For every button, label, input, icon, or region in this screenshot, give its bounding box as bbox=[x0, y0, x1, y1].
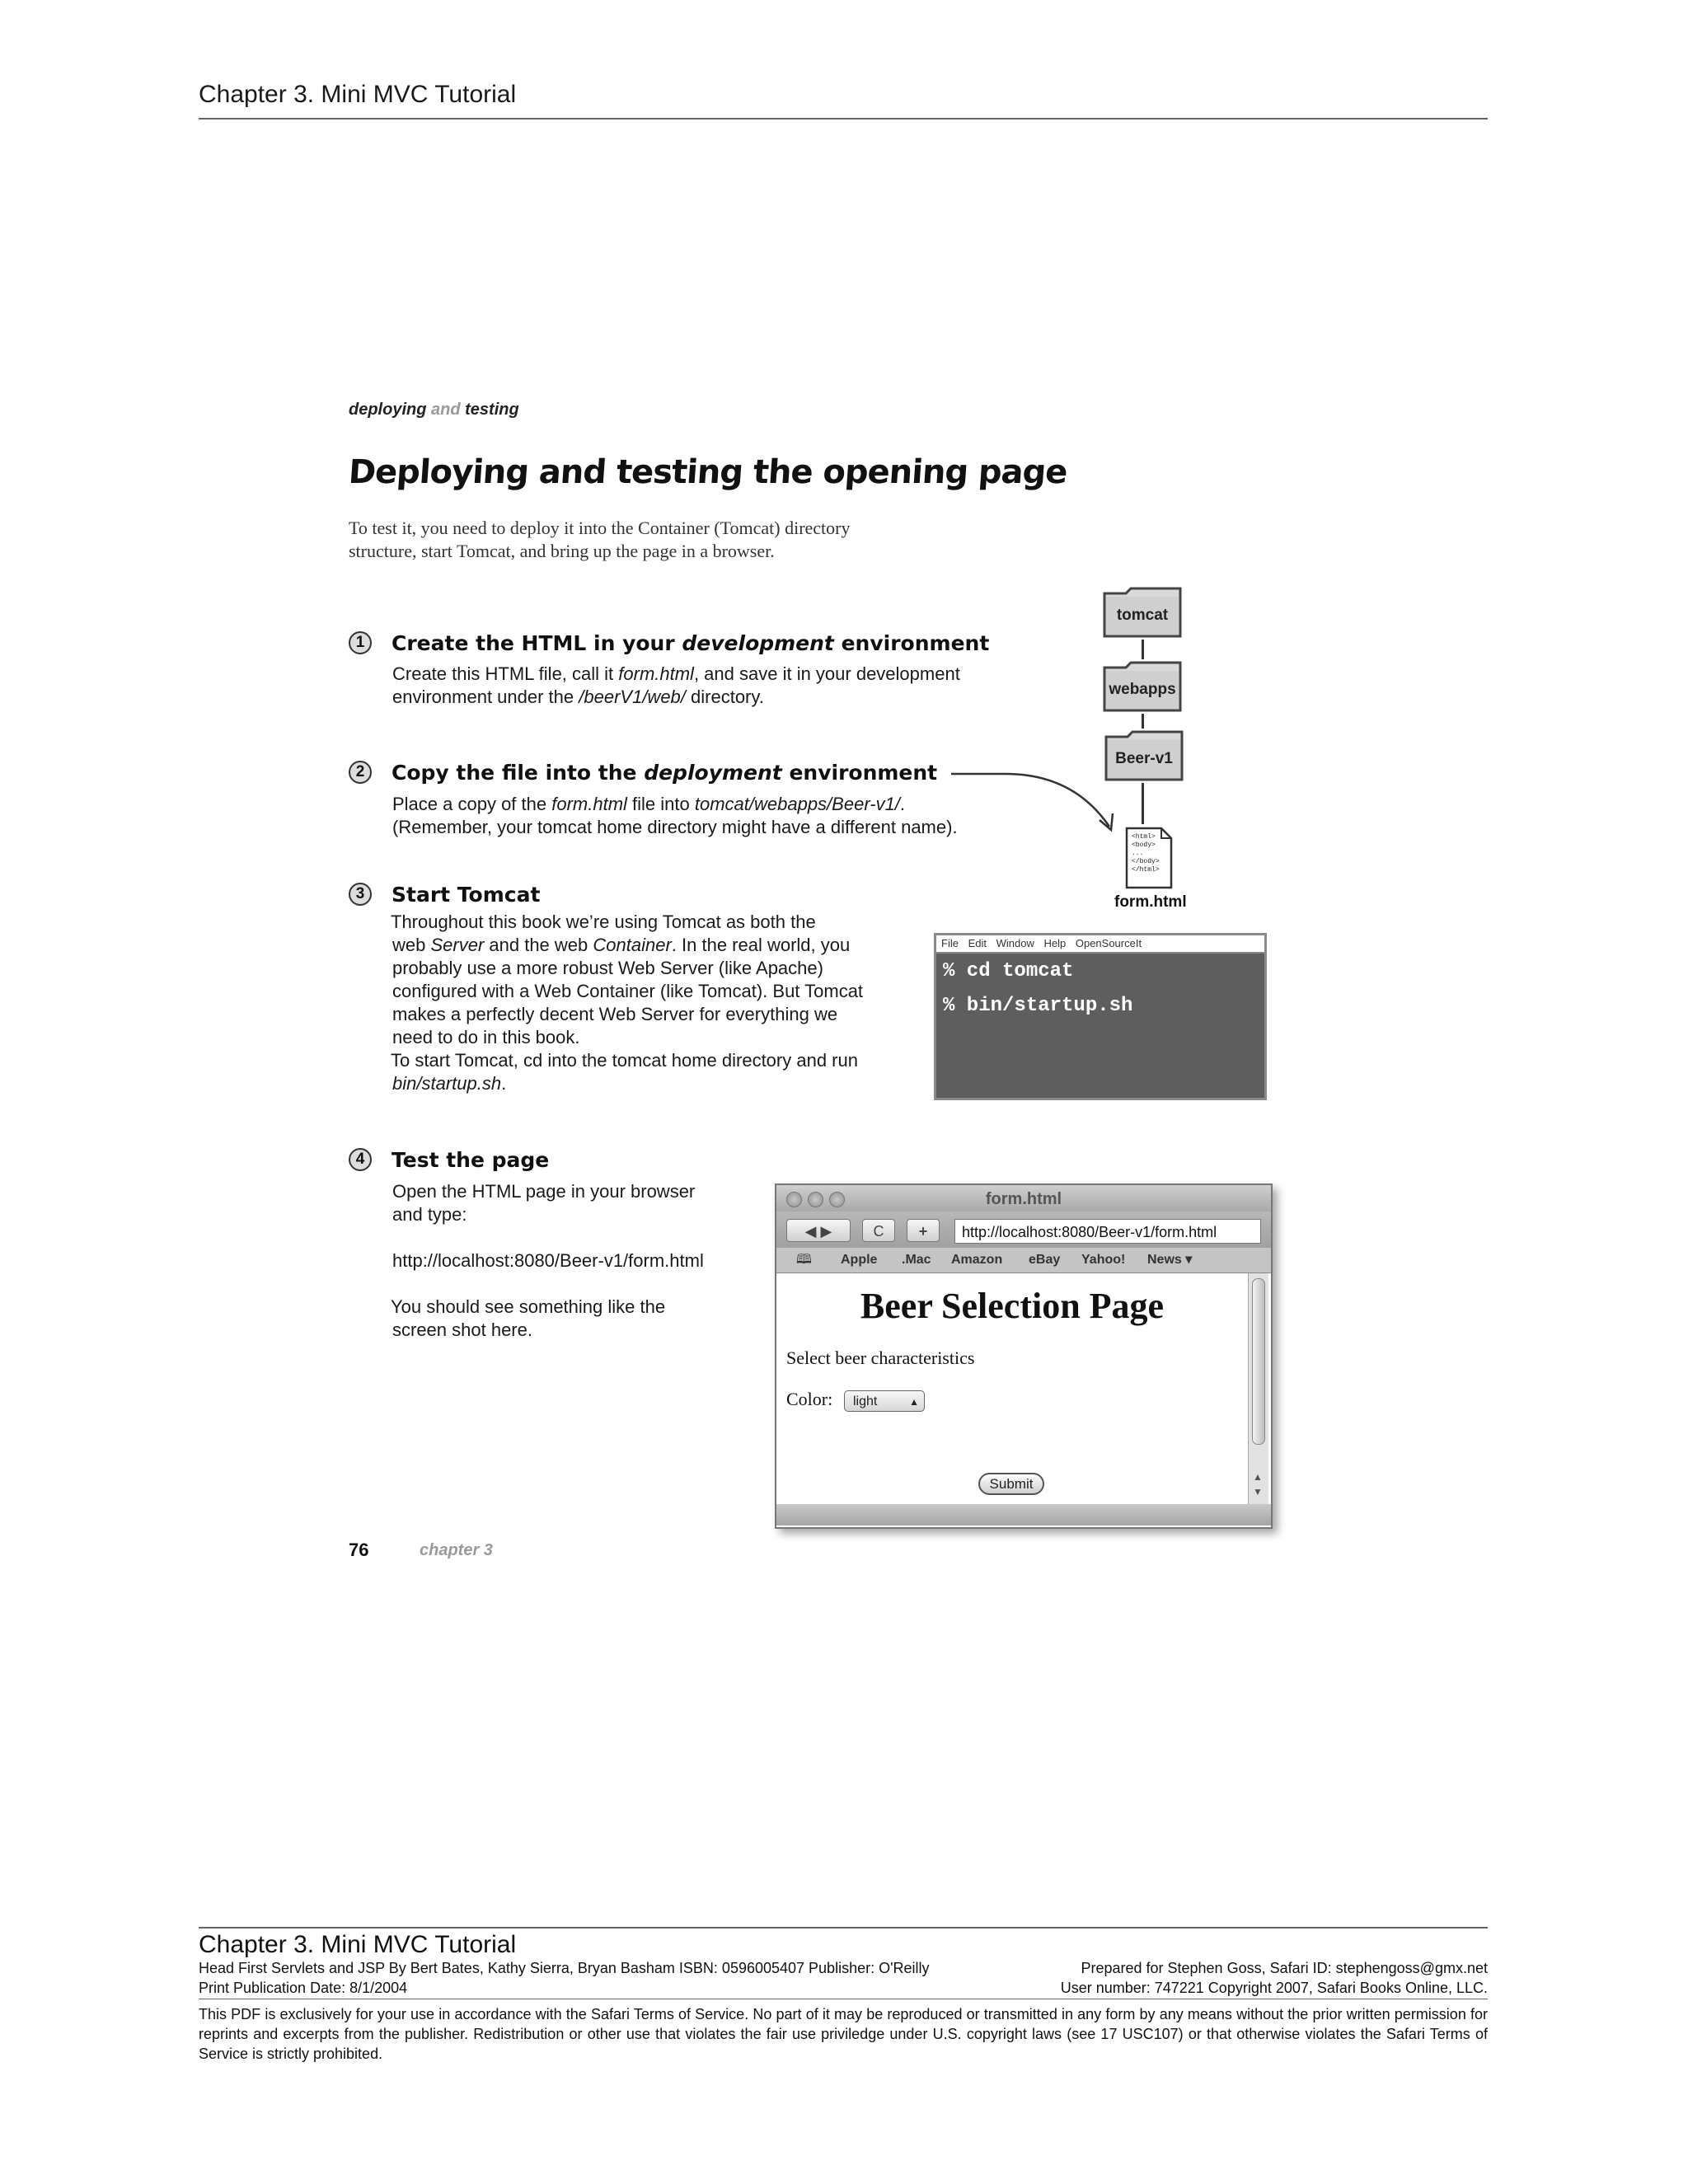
browser-toolbar bbox=[776, 1212, 1271, 1248]
tree-connector bbox=[1142, 714, 1144, 729]
running-header: Chapter 3. Mini MVC Tutorial bbox=[199, 81, 517, 108]
terminal-window bbox=[934, 933, 1267, 1100]
browser-title: form.html bbox=[985, 1190, 1062, 1208]
step-2-heading-em: deployment bbox=[644, 761, 782, 785]
color-select-value: light bbox=[853, 1394, 878, 1408]
bookmark-amazon[interactable]: Amazon bbox=[951, 1253, 1003, 1267]
page-title: Deploying and testing the opening page bbox=[347, 453, 1069, 491]
address-bar[interactable]: http://localhost:8080/Beer-v1/form.html bbox=[954, 1219, 1261, 1244]
tree-connector bbox=[1142, 640, 1144, 659]
step-3-line bbox=[391, 934, 902, 957]
text-run: directory. bbox=[685, 687, 764, 707]
doc-line: <body> bbox=[1132, 841, 1156, 849]
kicker-deploying: deploying bbox=[349, 401, 427, 419]
beer-page-subheading: Select beer characteristics bbox=[786, 1347, 975, 1368]
text-run: environment under the bbox=[392, 687, 579, 707]
terminal-line: % bin/startup.sh bbox=[943, 995, 1133, 1017]
step-3-line: need to do in this book. bbox=[392, 1027, 580, 1047]
step-3-line: configured with a Web Container (like Tomcat). But Tomcat bbox=[392, 981, 864, 1001]
step-4-line: and type: bbox=[392, 1204, 467, 1225]
footer-notice: This PDF is exclusively for your use in accordance with the Safari Terms of Service. No part of it may be reproduced or transmitted in any form by any means without the prior written permission for reprints and excerpts from the publisher. Redistribution or other use that violates the fair use priviledge under U.S. copyright laws (see 17 USC107) or that otherwise violates the Safari Terms of Service is strictly prohibited. bbox=[199, 2006, 1488, 2062]
step-2-line: (Remember, your tomcat home directory might have a different name). bbox=[392, 817, 958, 837]
step-2-body bbox=[392, 793, 958, 839]
menu-help[interactable]: Help bbox=[1043, 937, 1067, 949]
step-1-heading-post: environment bbox=[833, 631, 990, 655]
footer-rule bbox=[199, 1927, 1488, 1929]
step-2-heading bbox=[392, 761, 937, 785]
step-3-line: To start Tomcat, cd into the tomcat home directory and run bbox=[391, 1050, 858, 1071]
text-run: . In the real world, you bbox=[671, 935, 851, 955]
step-4-url: http://localhost:8080/Beer-v1/form.html bbox=[392, 1250, 704, 1271]
doc-line: </body> bbox=[1132, 858, 1160, 865]
text-run: . bbox=[501, 1073, 507, 1094]
text-run: web bbox=[392, 935, 431, 955]
book-icon[interactable]: 🕮 bbox=[796, 1253, 812, 1267]
step-2-heading-post: environment bbox=[781, 761, 938, 785]
footer-user-info: User number: 747221 Copyright 2007, Safari Books Online, LLC. bbox=[1060, 1980, 1488, 1996]
doc-text bbox=[1132, 833, 1160, 874]
bookmark-ebay[interactable]: eBay bbox=[1029, 1253, 1061, 1267]
page-number: 76 bbox=[349, 1540, 369, 1560]
reload-button[interactable]: C bbox=[862, 1219, 895, 1242]
step-1-line bbox=[392, 663, 960, 686]
step-3-line: probably use a more robust Web Server (like Apache) bbox=[392, 958, 823, 978]
submit-button[interactable]: Submit bbox=[978, 1473, 1044, 1495]
step-3-body bbox=[391, 911, 902, 1095]
step-2-heading-pre: Copy the file into the bbox=[392, 761, 645, 785]
bookmarks-bar bbox=[776, 1248, 1271, 1273]
bookmark-yahoo[interactable]: Yahoo! bbox=[1081, 1253, 1126, 1267]
menu-opensourceit[interactable]: OpenSourceIt bbox=[1075, 937, 1142, 949]
intro-line: To test it, you need to deploy it into the Container (Tomcat) directory bbox=[349, 518, 851, 538]
step-3-heading: Start Tomcat bbox=[392, 883, 541, 907]
step-4-line: You should see something like the bbox=[391, 1296, 666, 1317]
directory-em: /beerV1/web/ bbox=[579, 687, 686, 707]
terminal-line: % cd tomcat bbox=[943, 960, 1074, 982]
browser-statusbar bbox=[776, 1504, 1271, 1526]
doc-line: </html> bbox=[1132, 866, 1160, 874]
intro-line: structure, start Tomcat, and bring up the page in a browser. bbox=[349, 541, 775, 561]
step-4-line: Open the HTML page in your browser bbox=[392, 1181, 696, 1202]
select-arrows-icon: ▲ bbox=[909, 1396, 919, 1408]
step-4-line: screen shot here. bbox=[392, 1319, 532, 1340]
doc-line: <html> bbox=[1132, 833, 1156, 841]
footer-book-info: Head First Servlets and JSP By Bert Bates, Kathy Sierra, Bryan Basham ISBN: 0596005407 Publisher: O'Reilly bbox=[199, 1960, 930, 1976]
doc-label: form.html bbox=[1114, 893, 1187, 911]
step-1-heading-pre: Create the HTML in your bbox=[392, 631, 682, 655]
browser-content bbox=[776, 1273, 1248, 1504]
footer-chapter-title: Chapter 3. Mini MVC Tutorial bbox=[199, 1931, 517, 1958]
folder-tomcat bbox=[1101, 585, 1184, 640]
step-3-line: makes a perfectly decent Web Server for everything we bbox=[392, 1004, 838, 1024]
step-1-heading-em: development bbox=[682, 631, 834, 655]
text-run: , and save it in your development bbox=[693, 663, 960, 684]
step-3-line: Throughout this book we’re using Tomcat as both the bbox=[391, 912, 816, 932]
text-run: . bbox=[899, 794, 906, 814]
color-label: Color: bbox=[786, 1389, 833, 1409]
terminal-menubar bbox=[936, 935, 1264, 954]
browser-window bbox=[775, 1183, 1273, 1529]
footer-prepared-for: Prepared for Stephen Goss, Safari ID: stephengoss@gmx.net bbox=[1081, 1960, 1488, 1976]
filename-em: form.html bbox=[618, 663, 694, 684]
step-1-body bbox=[392, 663, 960, 709]
vertical-scrollbar[interactable] bbox=[1248, 1273, 1268, 1504]
folder-label: tomcat bbox=[1116, 607, 1169, 624]
kicker-testing: testing bbox=[465, 401, 519, 419]
step-2-line bbox=[392, 793, 958, 816]
menu-edit[interactable]: Edit bbox=[968, 937, 987, 949]
menu-file[interactable]: File bbox=[941, 937, 959, 949]
doc-line: ... bbox=[1132, 850, 1144, 857]
intro-paragraph bbox=[349, 517, 975, 563]
filename-em: form.html bbox=[551, 794, 627, 814]
directory-em: tomcat/webapps/Beer-v1/ bbox=[694, 794, 900, 814]
folder-webapps bbox=[1101, 659, 1184, 714]
section-kicker bbox=[349, 401, 519, 419]
step-4-body bbox=[392, 1180, 704, 1342]
folder-label: Beer-v1 bbox=[1115, 750, 1173, 767]
step-2-number: 2 bbox=[349, 761, 372, 784]
step-3-line bbox=[391, 1072, 902, 1095]
step-3-number: 3 bbox=[349, 883, 372, 906]
beer-page-heading: Beer Selection Page bbox=[860, 1286, 1165, 1326]
term-em: Server bbox=[430, 935, 485, 955]
html-document-icon bbox=[1125, 827, 1173, 889]
bookmark-apple[interactable]: Apple bbox=[841, 1253, 878, 1267]
text-run: Place a copy of the bbox=[392, 794, 552, 814]
add-bookmark-button[interactable]: + bbox=[907, 1219, 940, 1242]
folder-label: webapps bbox=[1109, 681, 1176, 698]
menu-window[interactable]: Window bbox=[996, 937, 1034, 949]
bookmark-mac[interactable]: .Mac bbox=[902, 1253, 931, 1267]
step-4-heading: Test the page bbox=[392, 1148, 550, 1172]
scroll-down-icon[interactable]: ▼ bbox=[1253, 1486, 1263, 1497]
bookmark-news[interactable]: News ▾ bbox=[1147, 1253, 1193, 1267]
chapter-label: chapter 3 bbox=[420, 1541, 493, 1559]
browser-titlebar bbox=[776, 1185, 1271, 1212]
footer-pub-date: Print Publication Date: 8/1/2004 bbox=[199, 1980, 408, 1996]
kicker-and: and bbox=[431, 401, 461, 419]
command-em: bin/startup.sh bbox=[392, 1073, 502, 1094]
color-select[interactable] bbox=[844, 1390, 925, 1412]
text-run: and the web bbox=[484, 935, 593, 955]
step-1-line bbox=[392, 686, 960, 709]
step-4-number: 4 bbox=[349, 1148, 372, 1171]
back-forward-button[interactable]: ◀ ▶ bbox=[786, 1219, 851, 1242]
scroll-up-icon[interactable]: ▲ bbox=[1253, 1471, 1263, 1483]
header-rule bbox=[199, 118, 1488, 120]
arrow-icon bbox=[948, 762, 1146, 837]
step-1-heading bbox=[392, 631, 989, 655]
text-run: file into bbox=[626, 794, 695, 814]
term-em: Container bbox=[593, 935, 672, 955]
scrollbar-thumb[interactable] bbox=[1252, 1278, 1265, 1445]
text-run: Create this HTML file, call it bbox=[392, 663, 619, 684]
step-1-number: 1 bbox=[349, 631, 372, 654]
